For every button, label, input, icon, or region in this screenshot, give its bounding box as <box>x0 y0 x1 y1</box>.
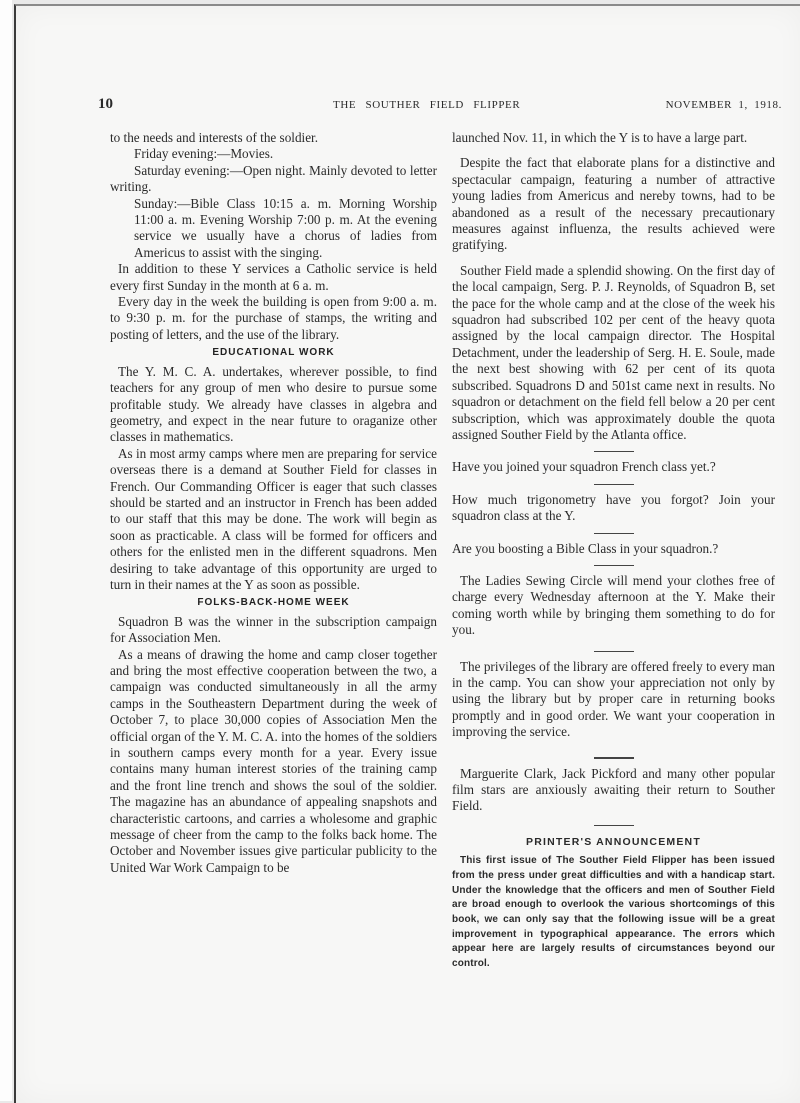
scan-edge <box>0 0 12 1101</box>
campaign-paragraph: Despite the fact that elaborate plans for a distinctive and spectacular campaign, featuring a number of attractive young ladies from Americus and nereby towns, had to be abandoned as a result of the necessary precautionary measures against influenza, the results achieved were gratifying. <box>452 155 775 253</box>
note-library: The privileges of the library are offered freely to every man in the camp. You can show your appreciation not only by using the library but by proper care in returning books promptly and in good order. We want your cooperation in improving the service. <box>452 658 775 740</box>
continuation-paragraph: launched Nov. 11, in which the Y is to have a large part. <box>452 130 748 145</box>
folks-paragraph: As a means of drawing the home and camp closer together and bring the most effective cooperation between the two, a campaign was conducted simultaneously in all the army camps in the Southeastern Department during the week of October 7, to place 30,000 copies of Association Men the official organ of the Y. M. C. A. into the homes of the soldiers in southern camps every month for a year. Every issue contains many human interest stories of the training camp and the front line trench and shows the soul of the soldier. The magazine has an abundance of appealing snapshots and characteristic cartoons, and carries a wholesome and graphic message of cheer from the camp to the folks back home. The October and November issues give particular publicity to the United War Work Campaign to be <box>110 646 437 875</box>
publication-title: THE SOUTHER FIELD FLIPPER <box>333 99 521 111</box>
right-column <box>452 130 775 972</box>
divider-rule <box>594 533 634 534</box>
intro-line: to the needs and interests of the soldier. <box>110 130 319 145</box>
note-sewing-circle: The Ladies Sewing Circle will mend your clothes free of charge every Wednesday afternoon at the Y. Make their coming worth while by bringing them something to do for you. <box>452 572 775 638</box>
divider-rule <box>594 651 634 652</box>
divider-rule <box>594 757 634 759</box>
building-hours-paragraph: Every day in the week the building is open from 9:00 a. m. to 9:30 p. m. for the purchase of stamps, the writing and posting of letters, and the use of the library. <box>110 294 437 342</box>
page-header <box>98 96 782 119</box>
issue-date: NOVEMBER 1, 1918. <box>665 99 782 111</box>
catholic-service-paragraph: In addition to these Y services a Catholic service is held every first Sunday in the month at 6 a. m. <box>110 261 437 293</box>
printers-announcement-heading: PRINTER'S ANNOUNCEMENT <box>526 835 701 848</box>
note-film-stars: Marguerite Clark, Jack Pickford and many other popular film stars are anxiously awaiting their return to Souther Field. <box>452 765 775 814</box>
educational-paragraph: The Y. M. C. A. undertakes, wherever possible, to find teachers for any group of men who desire to pursue some profitable study. We already have classes in algebra and geometry, and expect in the near future to oraganize other classes in mathematics. <box>110 363 437 445</box>
printers-announcement-body: This first issue of The Souther Field Flipper has been issued from the press under great difficulties and with a handicap start. Under the knowledge that the officers and men of Souther Field are broad enough to overlook the various shortcomings of this book, we can only say that the following issue will be a great improvement in typographical appearance. The errors which appear here are largely results of circumstances beyond our control. <box>452 855 775 970</box>
divider-rule <box>594 484 634 485</box>
schedule-sunday: Sunday:—Bible Class 10:15 a. m. Morning Worship 11:00 a. m. Evening Worship 7:00 p. m. At the evening service we usually have a chorus of ladies from Americus to assist with the singing. <box>134 195 437 260</box>
page-number: 10 <box>98 96 113 112</box>
schedule-friday: Friday evening:—Movies. <box>134 146 274 162</box>
divider-rule <box>594 825 634 826</box>
note-trigonometry: How much trigonometry have you forgot? Join your squadron class at the Y. <box>452 491 775 524</box>
note-french-class: Have you joined your squadron French class yet.? <box>452 459 716 475</box>
left-column <box>110 130 437 876</box>
schedule-saturday: Saturday evening:—Open night. Mainly devoted to letter writing. <box>110 162 437 195</box>
folks-back-home-heading: FOLKS-BACK-HOME WEEK <box>197 597 350 609</box>
folks-paragraph: Squadron B was the winner in the subscription campaign for Association Men. <box>110 613 437 646</box>
educational-work-heading: EDUCATIONAL WORK <box>212 347 335 359</box>
note-bible-class: Are you boosting a Bible Class in your squadron.? <box>452 540 719 556</box>
divider-rule <box>594 565 634 566</box>
educational-paragraph: As in most army camps where men are preparing for service overseas there is a demand at Souther Field for classes in French. Our Commanding Officer is eager that such classes should be started and an instructor in French has been added to our staff that this may be done. The work will begin as soon as practicable. A class will be formed for officers and others for the enlisted men in the different squadrons. Men desiring to take advantage of this opportunity are urged to turn in their names at the Y as soon as possible. <box>110 445 437 592</box>
divider-rule <box>594 451 634 452</box>
campaign-paragraph: Souther Field made a splendid showing. On the first day of the local campaign, Serg. P. J. Reynolds, of Squadron B, set the pace for the whole camp and at the close of the week his squadron had subscribed 102 per cent of the heavy quota assigned by the local campaign director. The Hospital Detachment, under the leadership of Serg. H. E. Soule, made the next best showing with 62 per cent of its quota subscribed. Squadrons D and 501st came next in results. No squadron or detachment on the field fell below a 20 per cent subscription, which was approximately double the quota assigned Souther Field by the Atlanta office. <box>452 262 775 442</box>
